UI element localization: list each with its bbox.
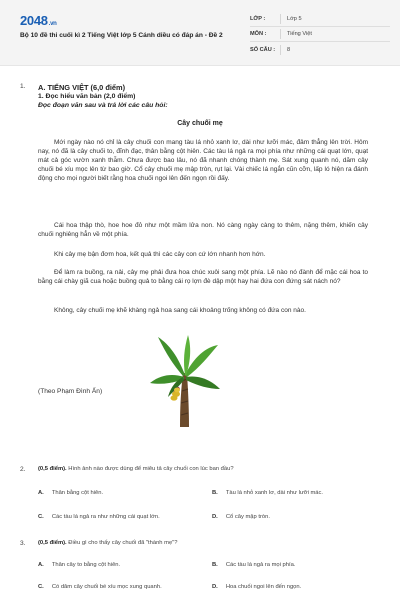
- meta-divider: [280, 29, 281, 39]
- option-letter: D.: [212, 514, 218, 520]
- answer-option[interactable]: [38, 584, 162, 590]
- meta-value: Lớp 5: [287, 16, 302, 22]
- section-subtitle: 1. Đọc hiểu văn bản (2,0 điểm): [38, 93, 136, 100]
- question-prompt: Hình ảnh nào được dùng để miêu tả cây chuối con lúc ban đầu?: [68, 466, 234, 472]
- option-letter: C.: [38, 514, 44, 520]
- meta-value: 8: [287, 46, 291, 53]
- passage-paragraph: Mới ngày nào nó chỉ là cây chuối con mang tàu lá nhỏ xanh lơ, dài như lưỡi mác, đâm thẳng lên trời. Hôm nay, nó đã là cây chuối to, đĩnh đạc, thân bằng cột hiên. Các tàu lá ngả ra mọi phía như những cái quạt lớn, quạt mát cả góc vườn xanh thẫm. Chưa được bao lâu, nó đã nhanh chóng thành mẹ. Sát xung quanh nó, dăm cây chuối bé xíu mọc lên từ bao giờ. Cổ cây chuối mẹ mập tròn, rụt lại. Vài chiếc lá ngắn cũn cỡn, lấp ló hiện ra đánh động cho mọi người biết rằng hoa chuối ngoi lên đến ngọn rồi đấy.: [38, 139, 368, 182]
- meta-value: Tiếng Việt: [287, 31, 312, 37]
- option-text: Có dăm cây chuối bé xíu mọc xung quanh.: [51, 584, 162, 590]
- option-text: Thân bằng cột hiên.: [51, 490, 104, 496]
- question-number: 2.: [20, 466, 26, 473]
- passage-paragraph: Để làm ra buồng, ra nải, cây mẹ phải đưa hoa chúc xuôi sang một phía. Lẽ nào nó đành để mặc cái hoa to bằng cái chày giã cua hoặc buồng quả to bằng cái rọ lợn đè dập một hay hai đứa con đứng sát nách nó?: [38, 269, 368, 285]
- answer-option[interactable]: [212, 514, 270, 520]
- meta-label: LỚP :: [250, 16, 266, 22]
- option-letter: A.: [38, 490, 44, 496]
- meta-row-class: [250, 12, 390, 27]
- option-text: Thân cây to bằng cột hiên.: [51, 562, 121, 568]
- option-letter: A.: [38, 562, 44, 568]
- document-title: Bộ 10 đề thi cuối kì 2 Tiếng Việt lớp 5 Cánh diều có đáp án - Đề 2: [20, 32, 223, 39]
- answer-option[interactable]: [38, 514, 160, 520]
- question-number: 1.: [20, 83, 26, 90]
- question-number: 3.: [20, 540, 26, 547]
- section-instruction: Đọc đoạn văn sau và trả lời các câu hỏi:: [38, 102, 168, 109]
- question-points: (0,5 điểm).: [38, 466, 67, 472]
- logo-suffix: .vn: [48, 21, 57, 27]
- option-text: Các tàu lá ngả ra mọi phía.: [225, 562, 296, 568]
- passage-paragraph: Cái hoa thập thò, hoe hoe đỏ như một mầm lửa non. Nó càng ngày càng to thêm, nặng thêm, khiến cây chuối nghiêng hẳn về một phía.: [38, 222, 368, 238]
- meta-divider: [280, 14, 281, 24]
- option-text: Tàu lá nhỏ xanh lơ, dài như lưỡi mác.: [225, 490, 324, 496]
- meta-row-subject: [250, 27, 390, 42]
- section-title: A. TIẾNG VIỆT (6,0 điểm): [38, 83, 126, 92]
- answer-option[interactable]: [212, 490, 323, 496]
- passage-paragraph: Khi cây mẹ bận đơm hoa, kết quả thì các cây con cứ lớn nhanh hơn hớn.: [54, 251, 266, 258]
- logo-main: 2048: [20, 13, 48, 28]
- meta-row-count: [250, 42, 390, 57]
- meta-label: MÔN :: [250, 31, 267, 37]
- question-points: (0,5 điểm).: [38, 540, 67, 546]
- option-letter: B.: [212, 562, 218, 568]
- page-header: [0, 0, 400, 66]
- question-text: [38, 466, 234, 472]
- site-logo[interactable]: [20, 13, 57, 28]
- option-letter: D.: [212, 584, 218, 590]
- passage-source: (Theo Phạm Đình Ấn): [38, 388, 103, 395]
- option-text: Cổ cây mập tròn.: [225, 514, 270, 520]
- banana-tree-icon: [150, 335, 220, 427]
- answer-option[interactable]: [212, 562, 295, 568]
- option-letter: C.: [38, 584, 44, 590]
- meta-label: SỐ CÂU :: [250, 46, 276, 53]
- answer-option[interactable]: [212, 584, 301, 590]
- question-text: [38, 540, 177, 546]
- meta-divider: [280, 45, 281, 55]
- option-text: Hoa chuối ngoi lên đến ngọn.: [225, 584, 302, 590]
- meta-table: [250, 12, 390, 57]
- answer-option[interactable]: [38, 490, 103, 496]
- passage-paragraph: Không, cây chuối mẹ khẽ khàng ngả hoa sang cái khoảng trống không có đứa con nào.: [54, 307, 306, 314]
- option-text: Các tàu lá ngả ra như những cái quạt lớn.: [51, 514, 160, 520]
- option-letter: B.: [212, 490, 218, 496]
- question-prompt: Điều gì cho thấy cây chuối đã "thành mẹ"?: [68, 540, 178, 546]
- passage-title: Cây chuối mẹ: [177, 120, 223, 127]
- answer-option[interactable]: [38, 562, 120, 568]
